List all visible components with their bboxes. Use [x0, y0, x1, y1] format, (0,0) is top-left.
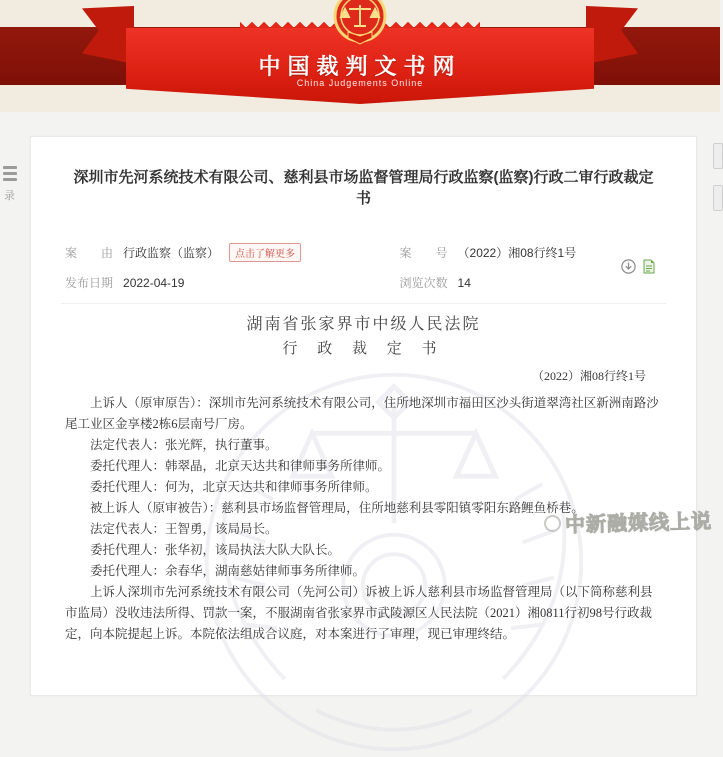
paragraph: 委托代理人：韩翠晶，北京天达共和律师事务所律师。 [90, 459, 391, 473]
catalog-hamburger-icon[interactable] [2, 166, 22, 181]
scrollbar-thumb[interactable] [713, 143, 723, 169]
paragraph: 委托代理人：何为，北京天达共和律师事务所律师。 [90, 480, 378, 494]
catalog-tab-label[interactable]: 录 [4, 190, 15, 202]
site-subtitle: China Judgements Online [296, 78, 424, 88]
paragraph: 上诉人深圳市先河系统技术有限公司（先河公司）诉被上诉人慈利县市场监督管理局（以下简称慈利县市监局）没收违法所得、罚款一案，不服湖南省张家界市武陵源区人民法院（2021）湘0811行初98号行政裁定，向本院提起上诉。本院依法组成合议庭，对本案进行了审理，现已审理终结。 [65, 585, 653, 641]
learn-more-badge[interactable]: 点击了解更多 [229, 243, 301, 262]
case-number-line: （2022）湘08行终1号 [531, 369, 646, 383]
scrollbar-thumb[interactable] [713, 185, 723, 211]
views-label: 浏览次数 [399, 276, 448, 290]
meta-views [364, 274, 663, 291]
case-no-value: （2022）湘08行终1号 [457, 246, 577, 260]
meta-cause [65, 243, 364, 262]
paragraph: 上诉人（原审原告）：深圳市先河系统技术有限公司，住所地深圳市福田区沙头街道翠湾社区新洲南路沙尾工业区金享楼2栋6层南号厂房。 [65, 396, 659, 431]
meta-publish-date [65, 274, 364, 291]
cause-label: 案 由 [65, 246, 114, 260]
document-meta [65, 243, 662, 291]
paragraph: 委托代理人：张华初，该局执法大队大队长。 [90, 543, 341, 557]
document-body [65, 314, 662, 645]
meta-divider [61, 303, 666, 304]
document-type: 行 政 裁 定 书 [282, 341, 445, 357]
cause-value: 行政监察（监察） [123, 246, 220, 260]
publish-date-label: 发布日期 [65, 276, 114, 290]
document-title: 深圳市先河系统技术有限公司、慈利县市场监督管理局行政监察(监察)行政二审行政裁定书 [73, 169, 654, 207]
site-banner [0, 0, 720, 112]
site-title: 中国裁判文书网 [258, 54, 462, 79]
court-emblem-icon [330, 0, 390, 50]
download-icon[interactable] [621, 259, 636, 274]
court-name: 湖南省张家界市中级人民法院 [246, 316, 481, 333]
paragraph: 法定代表人：王智勇，该局局长。 [90, 522, 278, 536]
paragraph: 法定代表人：张光辉，执行董事。 [90, 438, 278, 452]
publish-date-value: 2022-04-19 [123, 275, 185, 290]
paragraph: 委托代理人：余春华，湖南慈姑律师事务所律师。 [90, 564, 366, 578]
views-value: 14 [457, 275, 471, 290]
catalog-side-tab[interactable] [2, 166, 22, 203]
paragraph: 被上诉人（原审被告）：慈利县市场监督管理局，住所地慈利县零阳镇零阳东路鲤鱼桥巷。 [90, 501, 584, 515]
document-card [30, 136, 697, 696]
case-no-label: 案 号 [399, 246, 448, 260]
word-doc-icon[interactable] [642, 259, 656, 274]
meta-case-no [364, 243, 663, 262]
